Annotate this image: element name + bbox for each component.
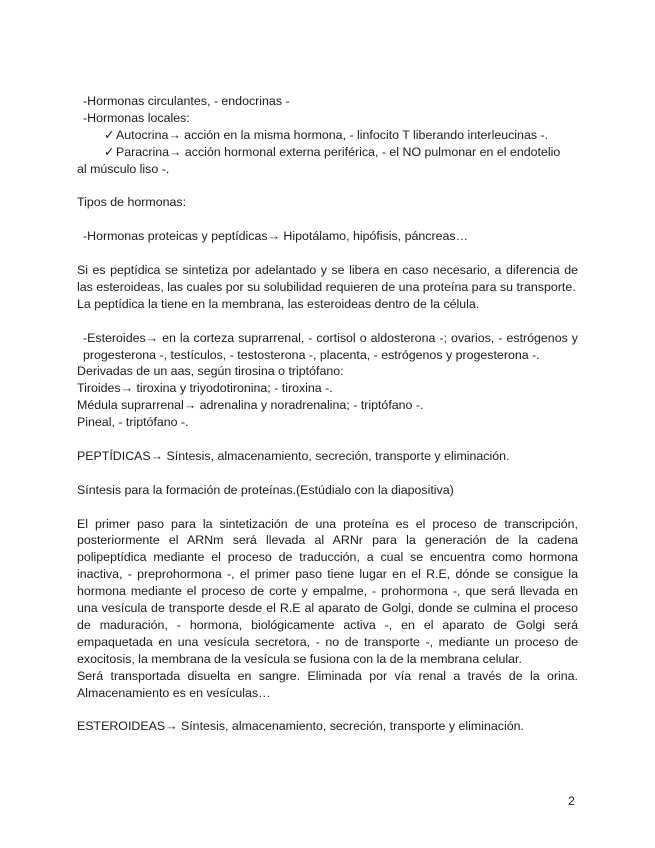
heading-hormone-types: Tipos de hormonas: (77, 195, 187, 210)
line-protein-synthesis: Síntesis para la formación de proteínas.(Estúdialo con la diapositiva) (77, 482, 454, 497)
item-paracrina (77, 144, 578, 161)
line-circulating-hormones: -Hormonas circulantes, - endocrinas - (83, 94, 290, 108)
line-protein-hormones: -Hormonas proteicas y peptídicas→ Hipotálamo, hipófisis, páncreas… (83, 229, 468, 244)
line-adrenal-medulla: Médula suprarrenal→ adrenalina y noradrenalina; - triptófano -. (77, 398, 424, 413)
item-autocrina-text: Autocrina→ acción en la misma hormona, - linfocito T liberando interleucinas -. (116, 127, 549, 142)
checkmark-icon: ✓ (104, 127, 115, 142)
paragraph-steroids: -Esteroides→ en la corteza suprarrenal, - cortisol o aldosterona -; ovarios, - estrógenos y progesterona -, testículos, - testosterona -, placenta, - estrógenos y progesterona -. (83, 330, 578, 362)
line-peptide-receptor: La peptídica la tiene en la membrana, las esteroideas dentro de la célula. (77, 296, 480, 311)
item-autocrina (77, 127, 578, 144)
line-pineal: Pineal, - triptófano -. (77, 415, 189, 430)
paragraph-transport: Será transportada disuelta en sangre. Eliminada por vía renal a través de la orina. Almacenamiento es en vesículas… (77, 668, 578, 700)
line-thyroid: Tiroides→ tiroxina y triyodotironina; - tiroxina -. (77, 381, 333, 396)
page-number: 2 (568, 794, 575, 808)
heading-steroids: ESTEROIDEAS→ Síntesis, almacenamiento, secreción, transporte y eliminación. (77, 719, 524, 734)
line-paracrina-continued: al músculo liso -. (77, 161, 170, 176)
line-amino-derivatives: Derivadas de un aas, según tirosina o triptófano: (77, 364, 344, 379)
page-content (77, 93, 578, 735)
checkmark-icon: ✓ (104, 144, 115, 159)
heading-peptides: PEPTÍDICAS→ Síntesis, almacenamiento, secreción, transporte y eliminación. (77, 448, 510, 463)
line-local-hormones: -Hormonas locales: (83, 110, 190, 125)
paragraph-synthesis-process: El primer paso para la sintetización de una proteína es el proceso de transcripción, posteriormente el ARNm será llevada al ARNr para la generación de la cadena polipeptídica mediante el proceso de traducción, a cual se encuentra como hormona inactiva, - preprohormona -, el primer paso tiene lugar en el R.E, dónde se consigue la hormona mediante el proceso de corte y empalme, - prohormona -, que será llevada en una vesícula de transporte desde el R.E al aparato de Golgi, donde se culmina el proceso de maduración, - hormona, biológicamente activa -, en el aparato de Golgi será empaquetada en una vesícula secretora, - no de transporte -, mediante un proceso de exocitosis, la membrana de la vesícula se fusiona con la de la membrana celular. (77, 516, 578, 666)
item-paracrina-text: Paracrina→ acción hormonal externa periférica, - el NO pulmonar en el endotelio (116, 144, 561, 159)
paragraph-peptide-synthesis: Si es peptídica se sintetiza por adelantado y se libera en caso necesario, a diferencia de las esteroideas, las cuales por su solubilidad requieren de una proteína para su transporte. (77, 263, 578, 294)
